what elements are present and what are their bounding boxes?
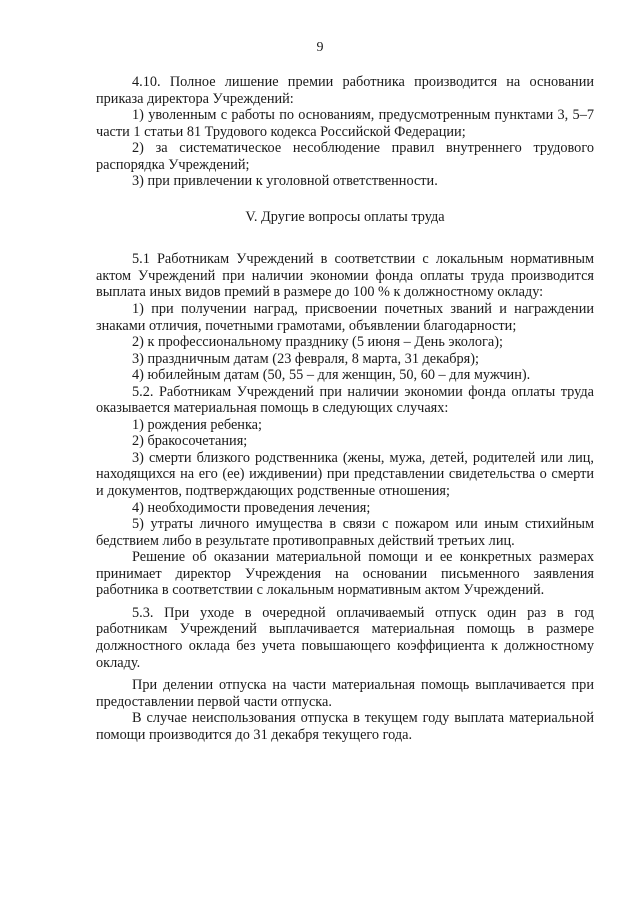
paragraph-4-10-item-1: 1) уволенным с работы по основаниям, предусмотренным пунктами 3, 5–7 части 1 статьи 81 Трудового кодекса Российской Федерации; <box>96 107 594 140</box>
page-number: 9 <box>316 40 324 55</box>
paragraph-5-2-item-1: 1) рождения ребенка; <box>132 416 262 433</box>
paragraph-5-1-item-1: 1) при получении наград, присвоении почетных званий и награждении знаками отличия, почетными грамотами, объявлении благодарности; <box>96 301 594 334</box>
paragraph-5-3-parts: При делении отпуска на части материальная помощь выплачивается при предоставлении первой части отпуска. <box>96 677 594 710</box>
paragraph-5-1-item-4: 4) юбилейным датам (50, 55 – для женщин, 50, 60 – для мужчин). <box>132 367 531 384</box>
paragraph-4-10-item-3: 3) при привлечении к уголовной ответственности. <box>132 173 438 190</box>
paragraph-5-1-item-3: 3) праздничным датам (23 февраля, 8 марта, 31 декабря); <box>132 350 479 367</box>
paragraph-5-2-item-5: 5) утраты личного имущества в связи с пожаром или иным стихийным бедствием либо в результате противоправных действий третьих лиц. <box>96 516 594 549</box>
section-v-heading: V. Другие вопросы оплаты труда <box>245 208 445 225</box>
paragraph-4-10-item-2: 2) за систематическое несоблюдение правил внутреннего трудового распорядка Учреждений; <box>96 140 594 173</box>
paragraph-5-2-item-3: 3) смерти близкого родственника (жены, мужа, детей, родителей или лиц, находящихся на его (ее) иждивении) при представлении свидетельства о смерти и документов, подтверждающих родственные отношения; <box>96 449 594 500</box>
paragraph-5-1-intro: 5.1 Работникам Учреждений в соответствии с локальным нормативным актом Учреждений при наличии экономии фонда оплаты труда производится выплата иных видов премий в размере до 100 % к должностному окладу: <box>96 251 594 301</box>
paragraph-5-3-unused: В случае неиспользования отпуска в текущем году выплата материальной помощи производится до 31 декабря текущего года. <box>96 710 594 743</box>
paragraph-5-2-item-4: 4) необходимости проведения лечения; <box>132 499 371 516</box>
paragraph-4-10-intro: 4.10. Полное лишение премии работника производится на основании приказа директора Учреждений: <box>96 74 594 107</box>
paragraph-5-3-intro: 5.3. При уходе в очередной оплачиваемый отпуск один раз в год работникам Учреждений выплачивается материальная помощь в размере должностного оклада без учета повышающего коэффициента к должностному окладу. <box>96 604 594 671</box>
paragraph-5-2-intro: 5.2. Работникам Учреждений при наличии экономии фонда оплаты труда оказывается материальная помощь в следующих случаях: <box>96 383 594 417</box>
paragraph-5-2-decision: Решение об оказании материальной помощи и ее конкретных размерах принимает директор Учреждения на основании письменного заявления работника в соответствии с локальным нормативным актом Учреждений. <box>96 549 594 599</box>
document-body <box>96 74 594 743</box>
paragraph-5-1-item-2: 2) к профессиональному празднику (5 июня – День эколога); <box>132 334 503 351</box>
paragraph-5-2-item-2: 2) бракосочетания; <box>132 433 248 450</box>
